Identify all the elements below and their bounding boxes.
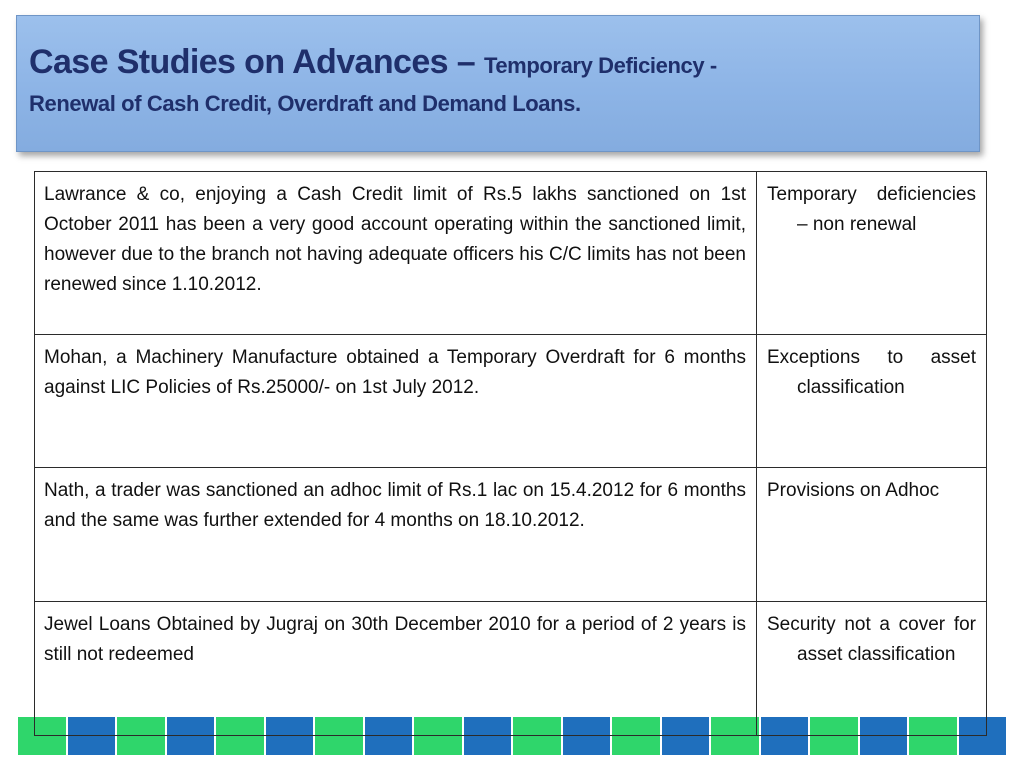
case-issue-text: Provisions on Adhoc: [767, 480, 940, 501]
table-row: [35, 602, 987, 736]
table-row: [35, 468, 987, 602]
table-row: [35, 172, 987, 335]
case-description: Nath, a trader was sanctioned an adhoc limit of Rs.1 lac on 15.4.2012 for 6 months and the same was further extended for 4 months on 18.10.2012.: [35, 468, 757, 602]
case-studies-table: [34, 171, 987, 736]
case-issue-text: Exceptions to asset classification: [767, 347, 976, 398]
case-description: Mohan, a Machinery Manufacture obtained a Temporary Overdraft for 6 months against LIC Policies of Rs.25000/- on 1st July 2012.: [35, 335, 757, 468]
table-row: [35, 335, 987, 468]
case-issue: [757, 602, 987, 736]
slide-title-main: Case Studies on Advances –: [29, 43, 484, 81]
case-issue: [757, 335, 987, 468]
slide-title-box: [16, 15, 980, 152]
case-issue-text: Security not a cover for asset classification: [767, 614, 976, 665]
slide-title: [29, 40, 967, 88]
case-description: Jewel Loans Obtained by Jugraj on 30th December 2010 for a period of 2 years is still not redeemed: [35, 602, 757, 736]
case-issue-text: Temporary deficiencies – non renewal: [767, 184, 976, 235]
slide-title-sub: Temporary Deficiency -: [483, 53, 717, 78]
slide-title-line2: Renewal of Cash Credit, Overdraft and Demand Loans.: [29, 91, 581, 116]
case-issue: [757, 468, 987, 602]
case-issue: [757, 172, 987, 335]
case-description: Lawrance & co, enjoying a Cash Credit limit of Rs.5 lakhs sanctioned on 1st October 2011 has been a very good account operating within the sanctioned limit, however due to the branch not having adequate officers his C/C limits has not been renewed since 1.10.2012.: [35, 172, 757, 335]
